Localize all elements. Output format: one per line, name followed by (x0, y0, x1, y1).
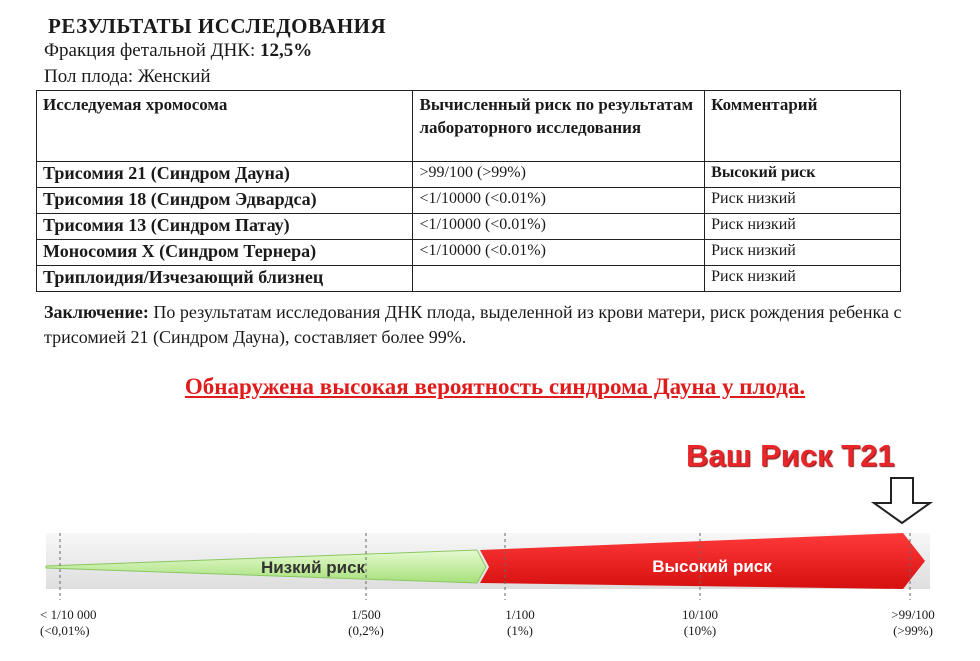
chromosome-cell: Трисомия 21 (Синдром Дауна) (37, 162, 413, 188)
conclusion-label: Заключение: (44, 302, 149, 322)
comment-cell: Риск низкий (705, 240, 901, 266)
risk-cell: >99/100 (>99%) (413, 162, 705, 188)
risk-scale (0, 470, 980, 600)
tick-ratio: 10/100 (681, 607, 719, 622)
header-chromosome: Исследуемая хромосома (37, 91, 413, 162)
tick-label-highest (878, 607, 948, 639)
tick-percent: (10%) (683, 623, 717, 638)
chromosome-cell: Моносомия X (Синдром Тернера) (37, 240, 413, 266)
results-title: РЕЗУЛЬТАТЫ ИССЛЕДОВАНИЯ (48, 14, 387, 38)
tick-ratio: 1/500 (351, 607, 381, 622)
table-row (37, 266, 901, 292)
comment-cell: Риск низкий (705, 266, 901, 292)
high-risk-label: Высокий риск (652, 557, 772, 576)
conclusion (44, 300, 944, 350)
risk-cell: <1/10000 (<0.01%) (413, 214, 705, 240)
tick-percent: (>99%) (893, 623, 933, 638)
table-header-row (37, 91, 901, 162)
fetal-fraction-label: Фракция фетальной ДНК: (44, 40, 256, 61)
comment-cell: Высокий риск (705, 162, 901, 188)
table-row (37, 162, 901, 188)
fetal-fraction-value: 12,5% (260, 40, 313, 61)
tick-percent: (1%) (507, 623, 533, 638)
tick-ratio: < 1/10 000 (40, 607, 97, 622)
your-risk-label: Ваш Риск Т21 (686, 438, 895, 473)
tick-percent: (<0,01%) (40, 623, 90, 638)
comment-cell: Риск низкий (705, 188, 901, 214)
conclusion-text: По результатам исследования ДНК плода, выделенной из крови матери, риск рождения ребенка с трисомией 21 (Синдром Дауна), составляет более 99%. (44, 302, 902, 347)
table-row (37, 240, 901, 266)
chromosome-cell: Триплоидия/Изчезающий близнец (37, 266, 413, 292)
tick-label-1-500 (336, 607, 396, 639)
tick-ratio: >99/100 (891, 607, 935, 622)
risk-cell: <1/10000 (<0.01%) (413, 240, 705, 266)
tick-label-1-100 (490, 607, 550, 639)
results-table (36, 90, 901, 292)
table-row (37, 214, 901, 240)
table-row (37, 188, 901, 214)
risk-cell: <1/10000 (<0.01%) (413, 188, 705, 214)
risk-cell (413, 266, 705, 292)
fetal-fraction (44, 40, 312, 62)
tick-ratio: 1/100 (505, 607, 535, 622)
comment-cell: Риск низкий (705, 214, 901, 240)
low-risk-label: Низкий риск (260, 558, 366, 577)
tick-percent: (0,2%) (348, 623, 384, 638)
headline-warning: Обнаружена высокая вероятность синдрома Дауна у плода. (184, 374, 806, 399)
header-calculated-risk: Вычисленный риск по результатам лабораторного исследования (413, 91, 705, 162)
chromosome-cell: Трисомия 18 (Синдром Эдвардса) (37, 188, 413, 214)
chromosome-cell: Трисомия 13 (Синдром Патау) (37, 214, 413, 240)
tick-label-lowest (40, 607, 130, 639)
fetal-sex: Пол плода: Женский (44, 66, 211, 87)
down-arrow-icon (874, 478, 930, 523)
header-comment: Комментарий (705, 91, 901, 162)
tick-label-10-100 (670, 607, 730, 639)
